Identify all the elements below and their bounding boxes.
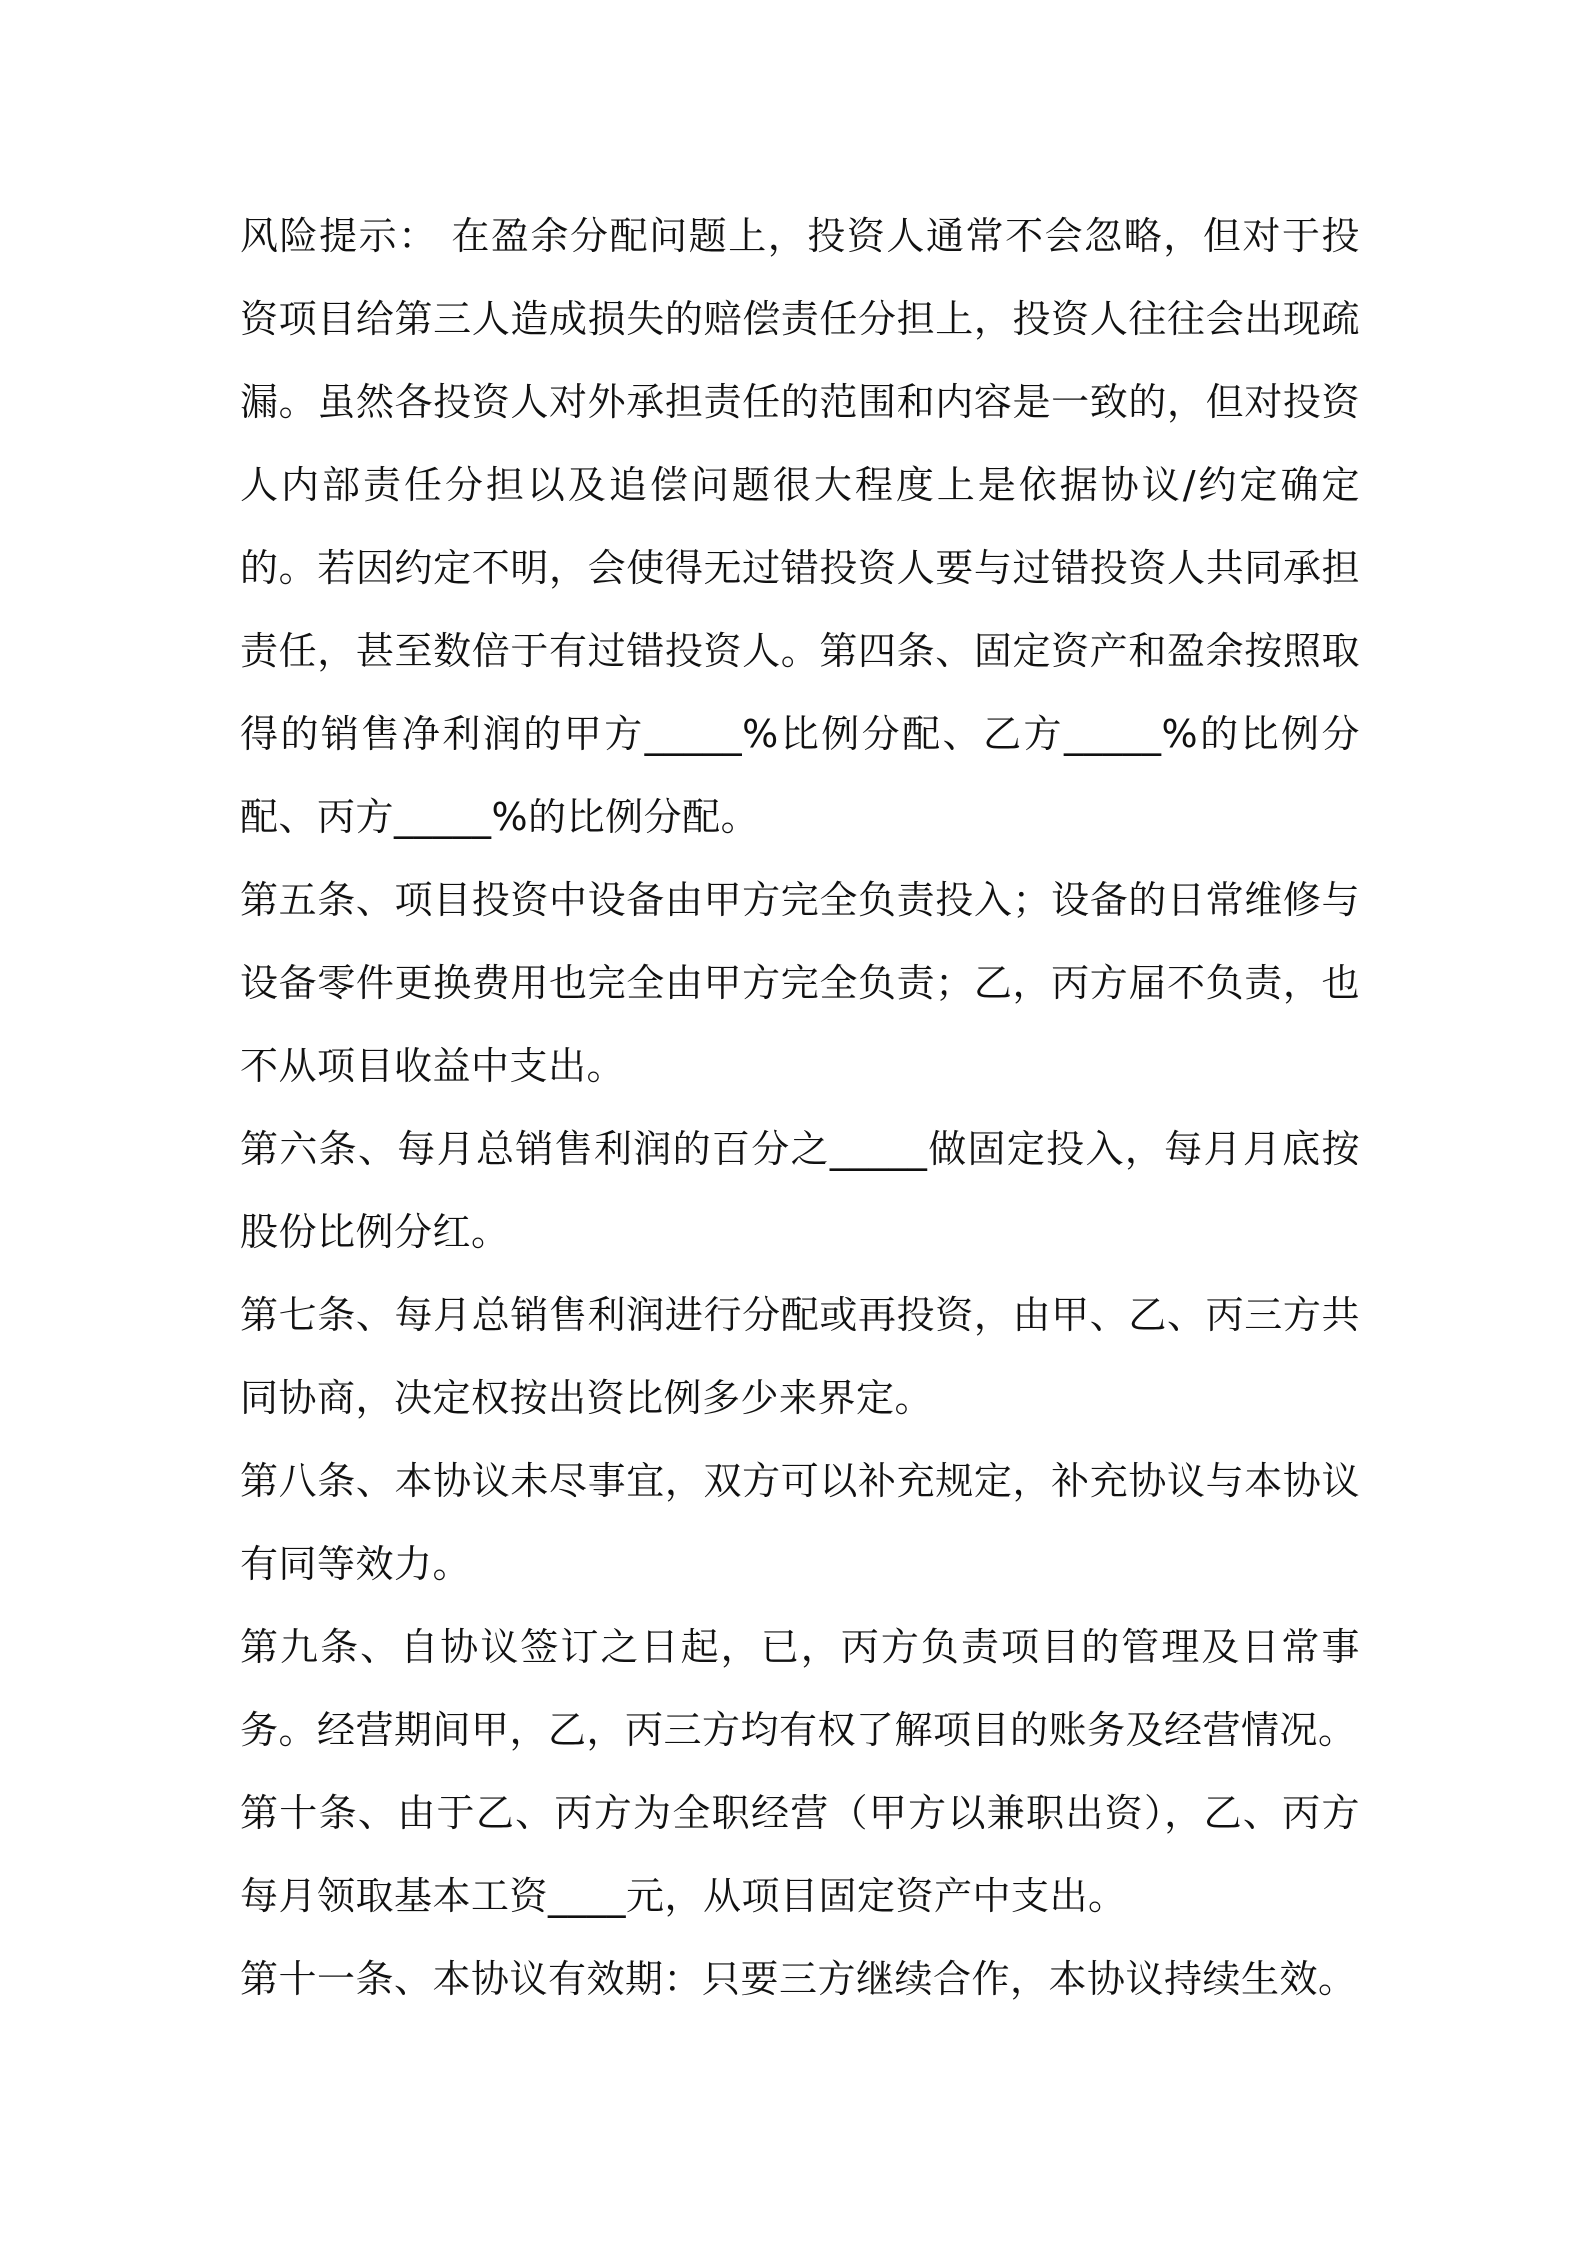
paragraph-article-8: 第八条、本协议未尽事宜，双方可以补充规定，补充协议与本协议有同等效力。 <box>240 1459 1360 1586</box>
paragraph-article-5: 第五条、项目投资中设备由甲方完全负责投入；设备的日常维修与设备零件更换费用也完全由甲方完全负责；乙，丙方届不负责，也不从项目收益中支出。 <box>240 878 1360 1088</box>
paragraph-article-6: 第六条、每月总销售利润的百分之_____做固定投入，每月月底按股份比例分红。 <box>240 1127 1360 1254</box>
paragraph-risk-notice-article-4: 风险提示： 在盈余分配问题上，投资人通常不会忽略，但对于投资项目给第三人造成损失的赔偿责任分担上，投资人往往会出现疏漏。虽然各投资人对外承担责任的范围和内容是一致的，但对投资人内部责任分担以及追偿问题很大程度上是依据协议/约定确定的。若因约定不明，会使得无过错投资人要与过错投资人共同承担责任，甚至数倍于有过错投资人。第四条、固定资产和盈余按照取得的销售净利润的甲方_____%比例分配、乙方_____%的比例分配、丙方_____%的比例分配。 <box>240 214 1360 839</box>
paragraph-article-7: 第七条、每月总销售利润进行分配或再投资，由甲、乙、丙三方共同协商，决定权按出资比例多少来界定。 <box>240 1293 1360 1420</box>
document-body <box>240 195 1360 2021</box>
paragraph-article-10: 第十条、由于乙、丙方为全职经营（甲方以兼职出资），乙、丙方每月领取基本工资____元，从项目固定资产中支出。 <box>240 1791 1360 1918</box>
paragraph-article-11: 第十一条、本协议有效期：只要三方继续合作，本协议持续生效。 <box>240 1957 1357 2001</box>
paragraph-article-9: 第九条、自协议签订之日起，已，丙方负责项目的管理及日常事务。经营期间甲，乙，丙三方均有权了解项目的账务及经营情况。 <box>240 1625 1360 1752</box>
